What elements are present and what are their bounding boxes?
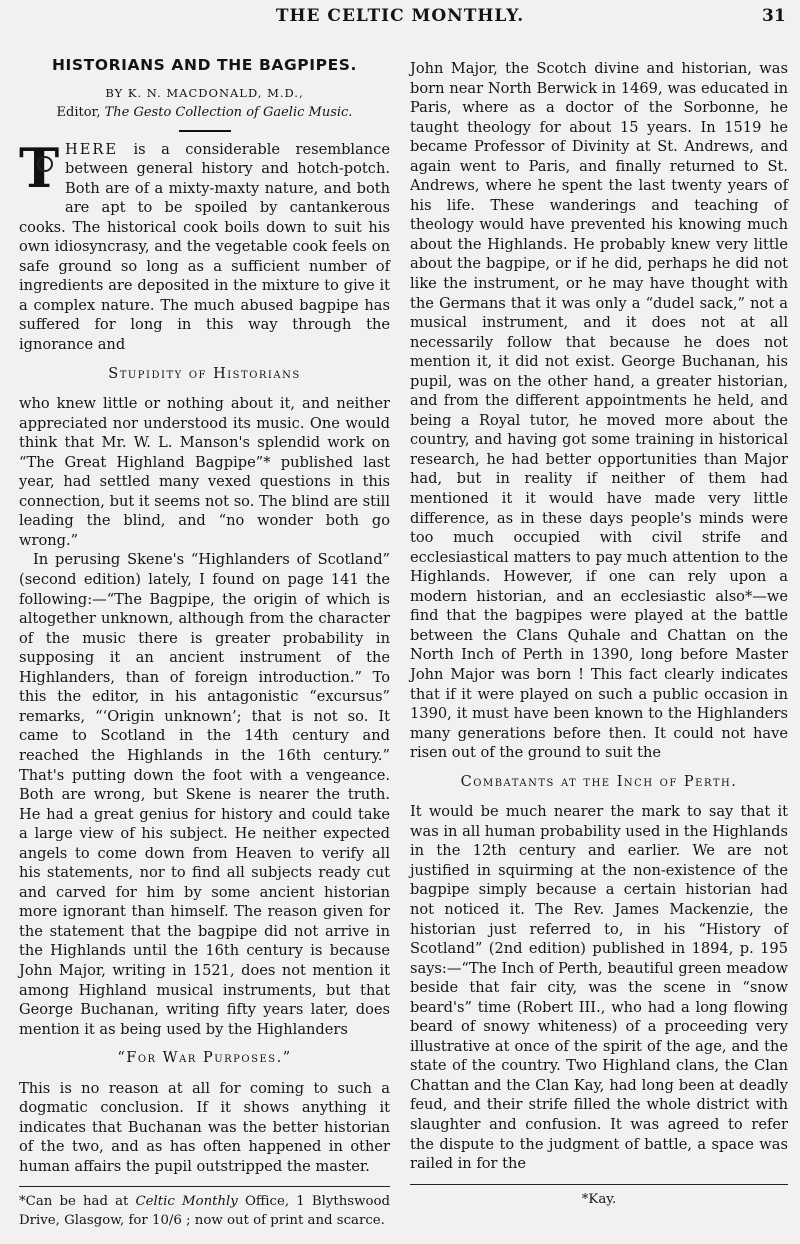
running-header: THE CELTIC MONTHLY.: [275, 6, 525, 26]
page-number: 31: [762, 6, 786, 26]
paragraph-intro: [19, 140, 390, 355]
right-column: [410, 59, 788, 1215]
editor-work: The Gesto Collection of Gaelic Music.: [104, 104, 353, 120]
paragraph: In perusing Skene's “Highlanders of Scotland” (second edition) lately, I found on page 141 the following:—“The Bagpipe, the origin of which is altogether unknown, although from the character of the music there is greater probability in supposing it an ancient instrument of the Highlanders, than of foreign introduction.” To this the editor, in his antagonistic “excursus” remarks, “‘Origin unknown’; that is not so. It came to Scotland in the 14th century and reached the Highlands in the 16th century.” That's putting down the foot with a vengeance. Both are wrong, but Skene is nearer the truth. He had a great genius for history and could take a large view of his subject. He neither expected angels to come down from Heaven to verify all his statements, nor to find all subjects ready cut and carved for him by some ancient historian more ignorant than himself. The reason given for the statement that the bagpipe did not arrive in the Highlands until the 16th century is because John Major, writing in 1521, does not mention it among Highland musical instruments, but that George Buchanan, writing fifty years later, does mention it as being used by the Highlanders: [19, 551, 390, 1038]
first-word: HERE: [65, 140, 119, 158]
article-title: HISTORIANS AND THE BAGPIPES.: [51, 56, 358, 74]
section-heading: “For War Purposes.”: [117, 1050, 292, 1067]
left-column: [19, 52, 390, 1236]
section-heading: Stupidity of Historians: [108, 365, 301, 382]
intro-text: is a considerable resemblance between general history and hotch-potch. Both are of a mixty-maxty nature, and both are apt to be spoiled by cantankerous cooks. The historical cook boils down to suit his own idiosyncrasy, and the vegetable cook feels on safe ground so long as a sufficient number of ingredients are deposited in the mixture to give it a complex nature. The much abused bagpipe has suffered for long in this way through the ignorance and: [19, 140, 390, 354]
section-heading: Combatants at the Inch of Perth.: [460, 773, 738, 790]
footnote-italic: Celtic Monthly: [135, 1194, 238, 1210]
footnote-rule: [410, 1184, 788, 1185]
paragraph: It would be much nearer the mark to say that it was in all human probability used in the Highlands in the 12th century and earlier. We are not justified in squirming at the non-existence of the bagpipe simply because a certain historian had not noticed it. The Rev. James Mackenzie, the historian just referred to, in his “History of Scotland” (2nd edition) published in 1894, p. 195 says:—“The Inch of Perth, beautiful green meadow beside that fair city, was the scene in “snow beard's” time (Robert III., who had a long flowing beard of snowy whiteness) of a proceeding very illustrative at once of the spirit of the age, and the state of the country. Two Highland clans, the Clan Chattan and the Clan Kay, had long been at deadly feud, and their strife filled the whole district with slaughter and confusion. It was agreed to refer the dispute to the judgment of battle, a space was railed in for the: [410, 803, 788, 1173]
paragraph: John Major, the Scotch divine and historian, was born near North Berwick in 1469, was educated in Paris, where as a doctor of the Sorbonne, he taught theology for about 15 years. In 1519 he became Professor of Divinity at St. Andrews, and again went to Paris, and finally returned to St. Andrews, where he spent the last twenty years of his life. These wanderings and teaching of theology would have prevented his knowing much about the Highlands. He probably knew very little about the bagpipe, or if he did, perhaps he did not like the instrument, or he may have thought with the Germans that it was only a “dudel sack,” not a musical instrument, and it does not at all necessarily follow that because he does not mention it, it did not exist. George Buchanan, his pupil, was on the other hand, a greater historian, and from the different appointments he held, and being a Royal tutor, he moved more about the country, and having got some training in historical research, he had better opportunities than Major had, but in reality if neither of them had mentioned it it would have made very little difference, as in these days people's minds were too much occupied with civil strife and ecclesiastical matters to pay much attention to the Highlands. However, if one can rely upon a modern historian, and an ecclesiastic also*—we find that the bagpipes were played at the battle between the Clans Quhale and Chattan on the North Inch of Perth in 1390, long before Master John Major was born ! This fact clearly indicates that if it were played on such a public occasion in 1390, it must have been known to the Highlanders many generations before then. It could not have risen out of the ground to suit the: [410, 60, 788, 762]
dropcap-ornament-icon: T: [19, 141, 59, 200]
footnote-right: *Kay.: [581, 1191, 617, 1207]
editor-prefix: Editor,: [56, 104, 105, 120]
paragraph: who knew little or nothing about it, and neither appreciated nor understood its music. One would think that Mr. W. L. Manson's splendid work on “The Great Highland Bagpipe”* published last year, had settled many vexed questions in this connection, but it seems not so. The blind are still leading the blind, and “no wonder both go wrong.”: [19, 395, 390, 549]
paragraph: This is no reason at all for coming to such a dogmatic conclusion. If it shows anything it indicates that Buchanan was the better historian of the two, and as has often happened in other human affairs the pupil outstripped the master.: [19, 1079, 390, 1175]
title-rule: [179, 130, 231, 132]
byline: BY K. N. MACDONALD, M.D.,: [105, 85, 304, 100]
author-credit: [19, 102, 390, 124]
footnote-left: *Can be had at Celtic Monthly Office, 1 Blythswood Drive, Glasgow, for 10/6 ; now out of print and scarce.: [19, 1194, 390, 1229]
footnote-rule: [19, 1186, 390, 1187]
